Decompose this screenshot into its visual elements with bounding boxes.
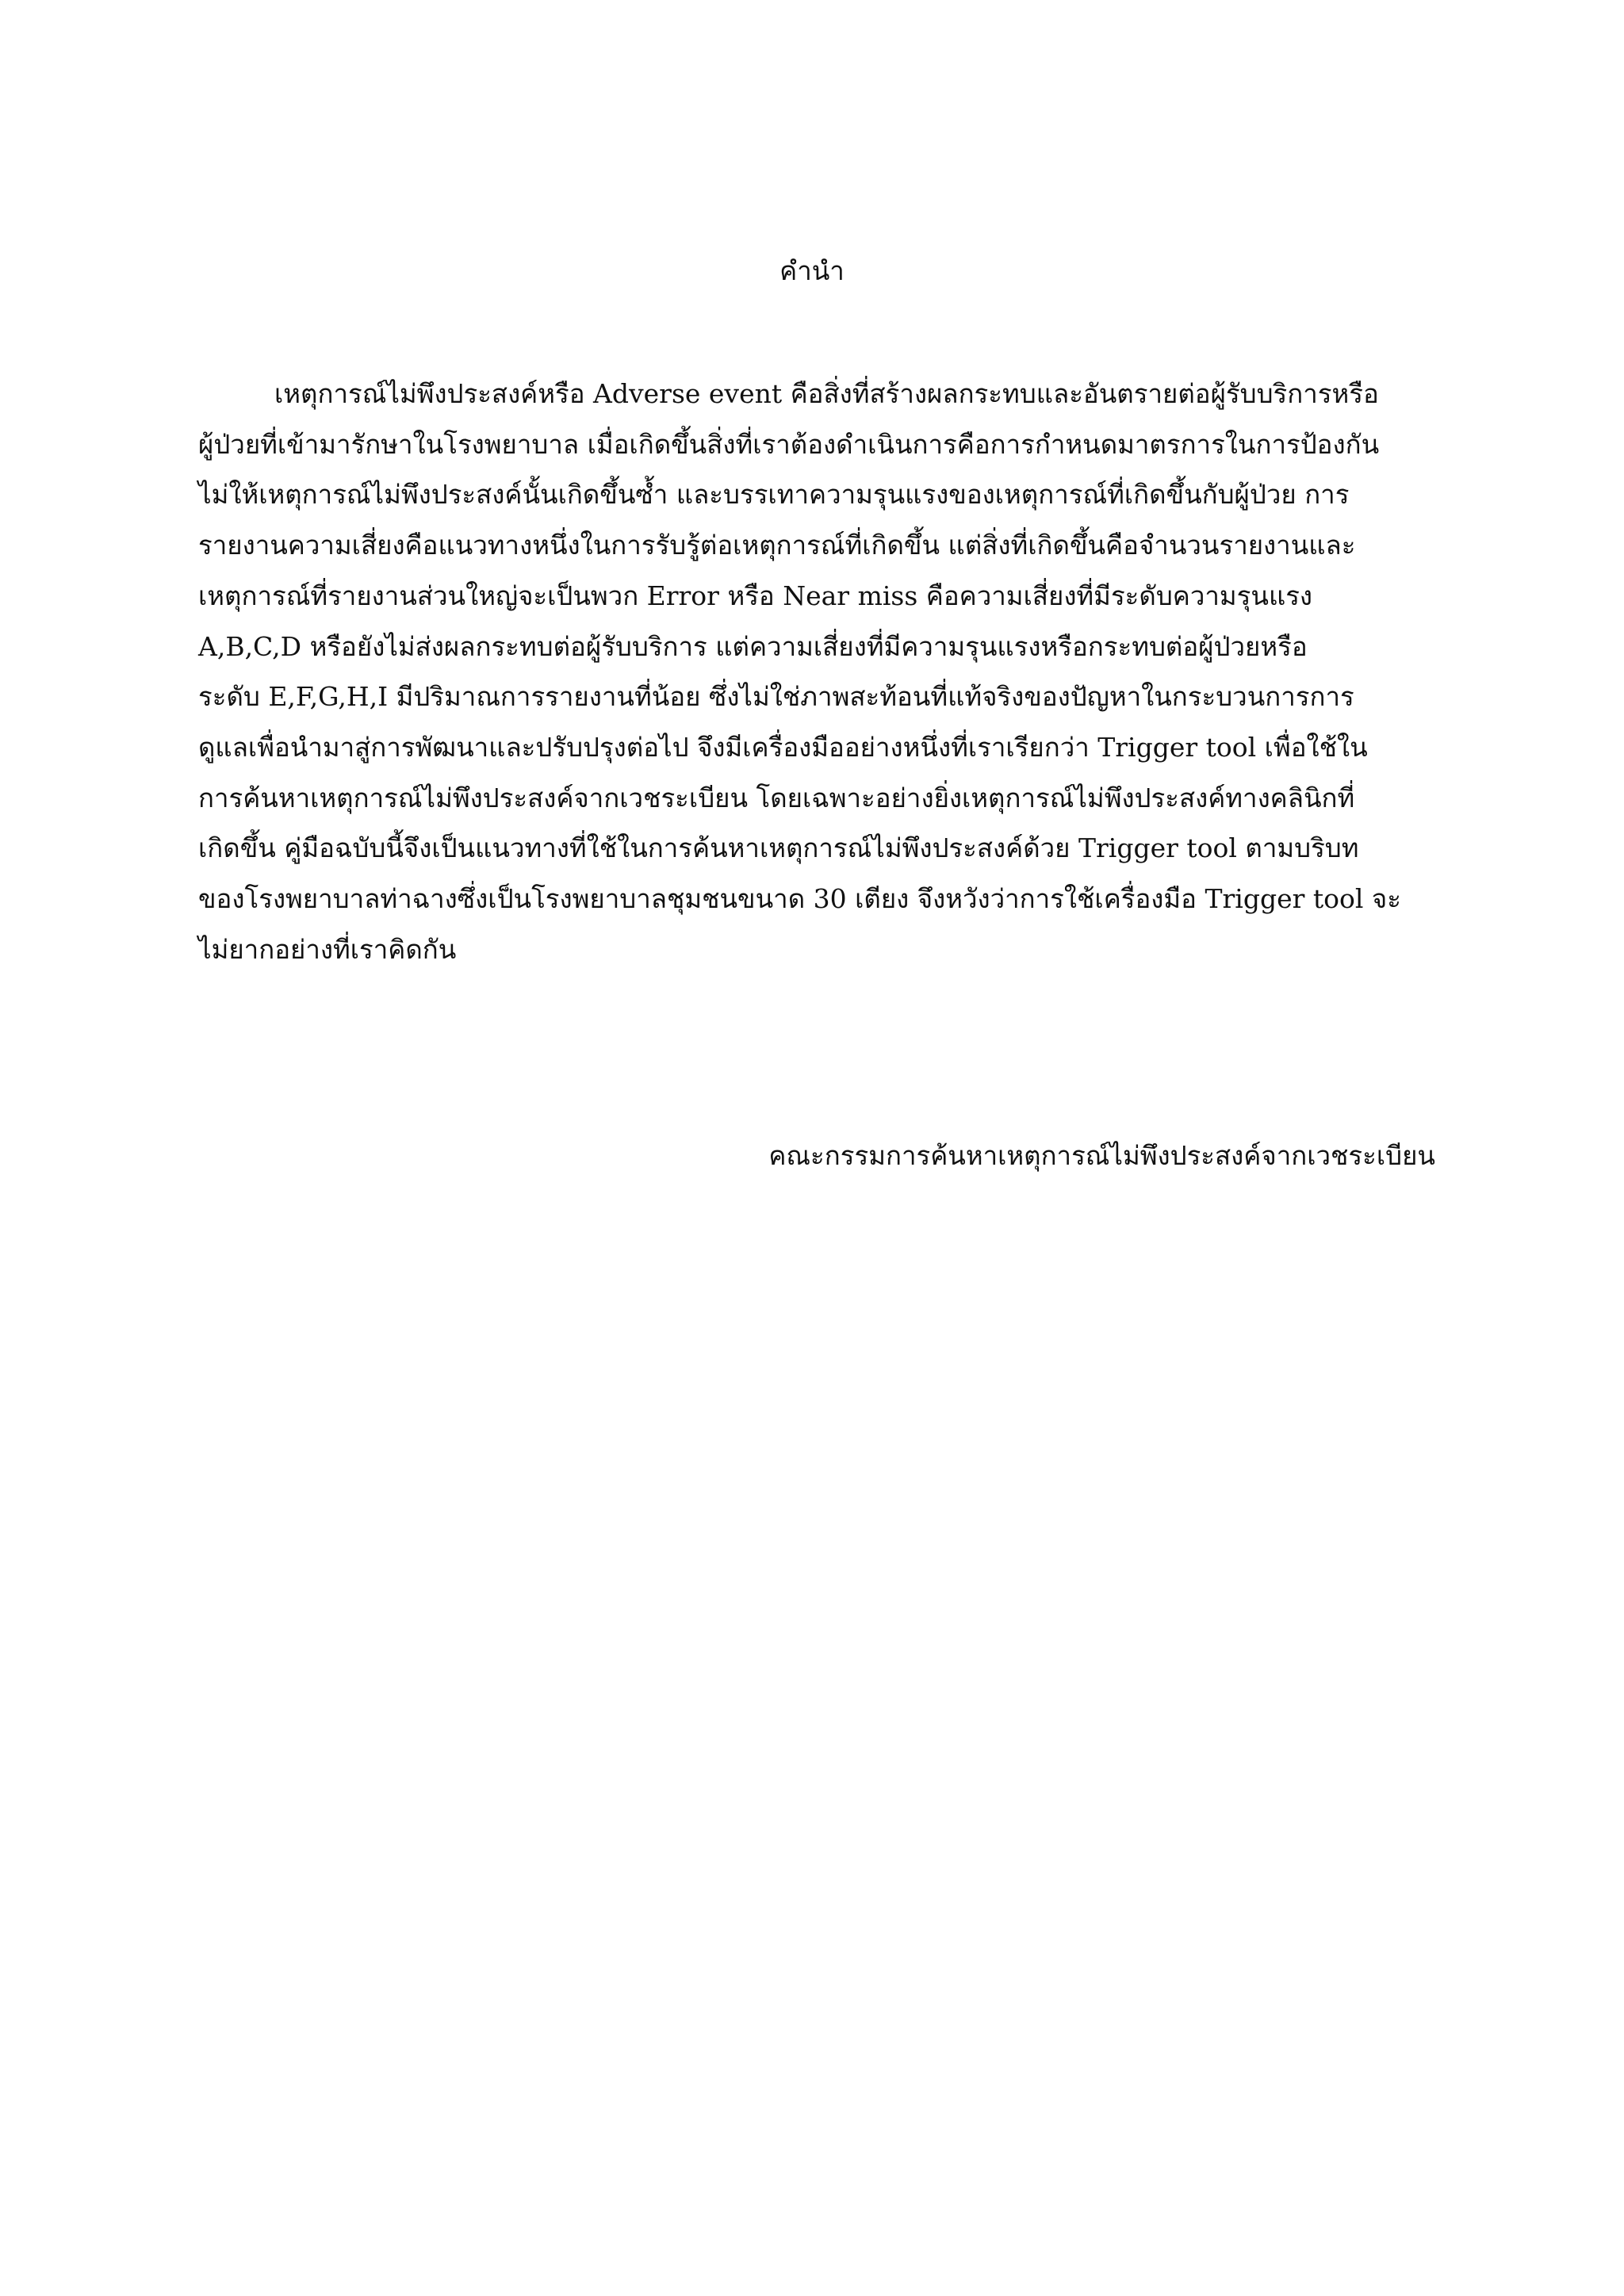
committee-signature: คณะกรรมการค้นหาเหตุการณ์ไม่พึงประสงค์จากเวชระเบียน: [768, 1140, 1435, 1171]
paragraph-line: เหตุการณ์ที่รายงานส่วนใหญ่จะเป็นพวก Error หรือ Near miss คือความเสี่ยงที่มีระดับความรุนแรง: [198, 580, 1313, 611]
paragraph-line: ไม่ให้เหตุการณ์ไม่พึงประสงค์นั้นเกิดขึ้นซ้ำ และบรรเทาความรุนแรงของเหตุการณ์ที่เกิดขึ้นกับผู้ป่วย การ: [198, 479, 1350, 511]
paragraph-line: เกิดขึ้น คู่มือฉบับนี้จึงเป็นแนวทางที่ใช้ในการค้นหาเหตุการณ์ไม่พึงประสงค์ด้วย Trigger tool ตามบริบท: [198, 832, 1359, 864]
paragraph-line: ดูแลเพื่อนำมาสู่การพัฒนาและปรับปรุงต่อไป จึงมีเครื่องมืออย่างหนึ่งที่เราเรียกว่า Trigger tool เพื่อใช้ใน: [198, 731, 1368, 763]
paragraph-line: การค้นหาเหตุการณ์ไม่พึงประสงค์จากเวชระเบียน โดยเฉพาะอย่างยิ่งเหตุการณ์ไม่พึงประสงค์ทางคลินิกที่: [198, 782, 1355, 813]
paragraph-line: A,B,C,D หรือยังไม่ส่งผลกระทบต่อผู้รับบริการ แต่ความเสี่ยงที่มีความรุนแรงหรือกระทบต่อผู้ป่วยหรือ: [198, 630, 1308, 662]
paragraph-line: ไม่ยากอย่างที่เราคิดกัน: [198, 933, 457, 965]
paragraph-line: ระดับ E,F,G,H,I มีปริมาณการรายงานที่น้อย ซึ่งไม่ใช่ภาพสะท้อนที่แท้จริงของปัญหาในกระบวนการการ: [198, 681, 1354, 713]
preface-paragraph: [198, 369, 1435, 974]
page-title: คำนำ: [779, 255, 845, 286]
paragraph-line: รายงานความเสี่ยงคือแนวทางหนึ่งในการรับรู้ต่อเหตุการณ์ที่เกิดขึ้น แต่สิ่งที่เกิดขึ้นคือจำนวนรายงานและ: [198, 530, 1356, 561]
paragraph-line: ผู้ป่วยที่เข้ามารักษาในโรงพยาบาล เมื่อเกิดขึ้นสิ่งที่เราต้องดำเนินการคือการกำหนดมาตรการในการป้องกัน: [198, 428, 1380, 460]
paragraph-line: ของโรงพยาบาลท่าฉางซึ่งเป็นโรงพยาบาลชุมชนขนาด 30 เตียง จึงหวังว่าการใช้เครื่องมือ Trigger tool จะ: [198, 883, 1401, 915]
paragraph-line: เหตุการณ์ไม่พึงประสงค์หรือ Adverse event คือสิ่งที่สร้างผลกระทบและอันตรายต่อผู้รับบริการหรือ: [274, 378, 1379, 409]
